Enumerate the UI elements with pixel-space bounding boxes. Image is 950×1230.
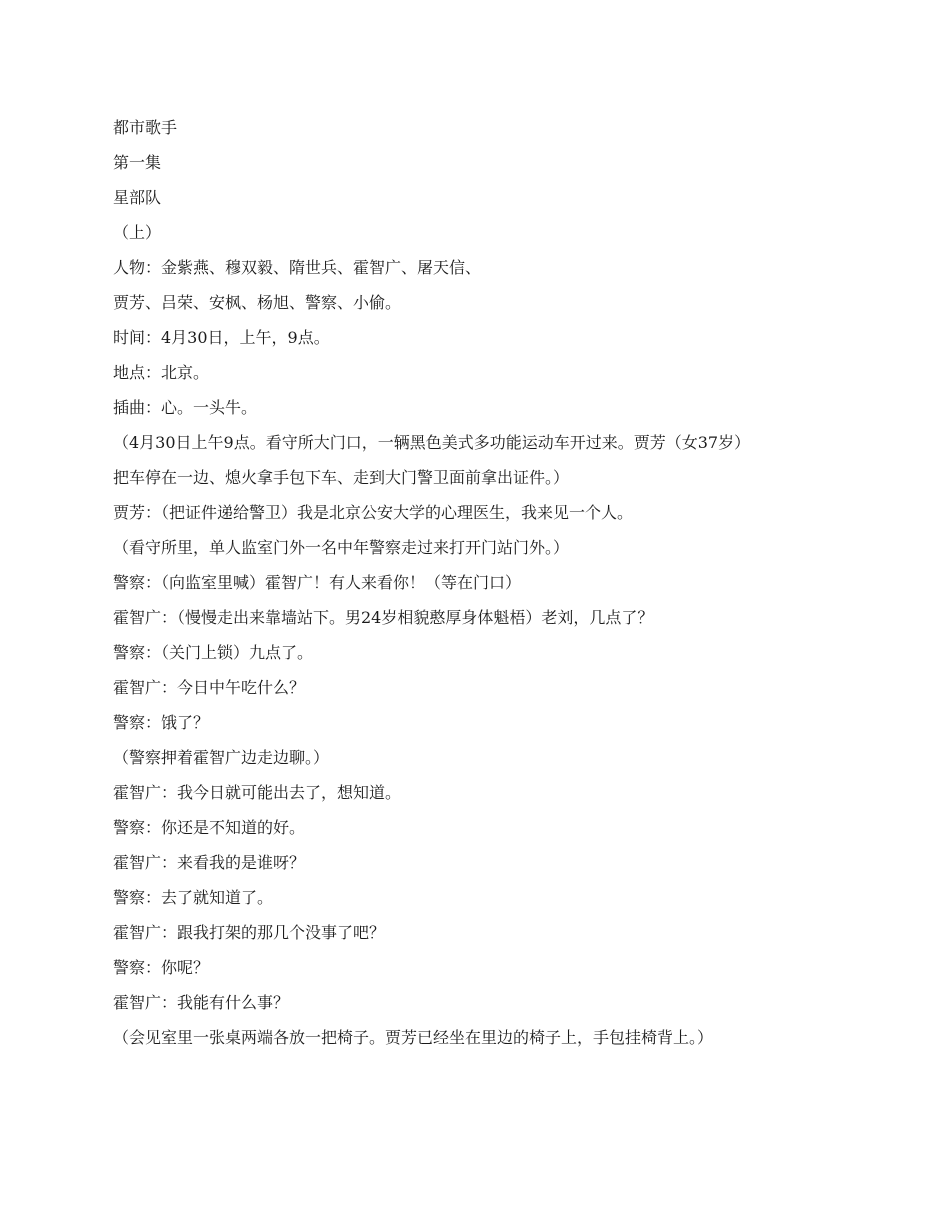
episode-title: 星部队 bbox=[113, 188, 162, 207]
dialogue-line: 警察：（关门上锁）九点了。 bbox=[113, 643, 314, 662]
dialogue-line: 贾芳：（把证件递给警卫）我是北京公安大学的心理医生，我来见一个人。 bbox=[113, 503, 634, 522]
location-line: 地点：北京。 bbox=[113, 363, 210, 382]
dialogue-line: 霍智广：来看我的是谁呀？ bbox=[113, 853, 306, 872]
dialogue-line: 警察：（向监室里喊）霍智广！有人来看你！（等在门口） bbox=[113, 573, 522, 592]
part-marker: （上） bbox=[113, 223, 162, 242]
dialogue-line: 霍智广：跟我打架的那几个没事了吧？ bbox=[113, 923, 386, 942]
dialogue-line: 警察：你呢？ bbox=[113, 958, 210, 977]
document-body bbox=[113, 118, 835, 1063]
dialogue-line: 霍智广：我能有什么事？ bbox=[113, 993, 290, 1012]
drama-title: 都市歌手 bbox=[113, 118, 178, 137]
dialogue-line: 警察：你还是不知道的好。 bbox=[113, 818, 306, 837]
dialogue-line: 霍智广：我今日就可能出去了，想知道。 bbox=[113, 783, 402, 802]
stage-direction: （4月30日上午9点。看守所大门口，一辆黑色美式多功能运动车开过来。贾芳（女37岁） bbox=[113, 433, 751, 452]
dialogue-line: 霍智广：今日中午吃什么？ bbox=[113, 678, 306, 697]
stage-direction: （会见室里一张桌两端各放一把椅子。贾芳已经坐在里边的椅子上，手包挂椅背上。） bbox=[113, 1028, 714, 1047]
time-line: 时间：4月30日，上午，9点。 bbox=[113, 328, 330, 347]
dialogue-line: 警察：饿了？ bbox=[113, 713, 210, 732]
stage-direction: 把车停在一边、熄火拿手包下车、走到大门警卫面前拿出证件。） bbox=[113, 468, 570, 487]
characters-line: 人物：金紫燕、穆双毅、隋世兵、霍智广、屠天信、 bbox=[113, 258, 482, 277]
stage-direction: （警察押着霍智广边走边聊。） bbox=[113, 748, 330, 767]
dialogue-line: 警察：去了就知道了。 bbox=[113, 888, 274, 907]
characters-line-continued: 贾芳、吕荣、安枫、杨旭、警察、小偷。 bbox=[113, 293, 402, 312]
dialogue-line: 霍智广：（慢慢走出来靠墙站下。男24岁相貌憨厚身体魁梧）老刘，几点了？ bbox=[113, 608, 654, 627]
song-line: 插曲：心。一头牛。 bbox=[113, 398, 258, 417]
stage-direction: （看守所里，单人监室门外一名中年警察走过来打开门站门外。） bbox=[113, 538, 570, 557]
episode-heading: 第一集 bbox=[113, 153, 162, 172]
